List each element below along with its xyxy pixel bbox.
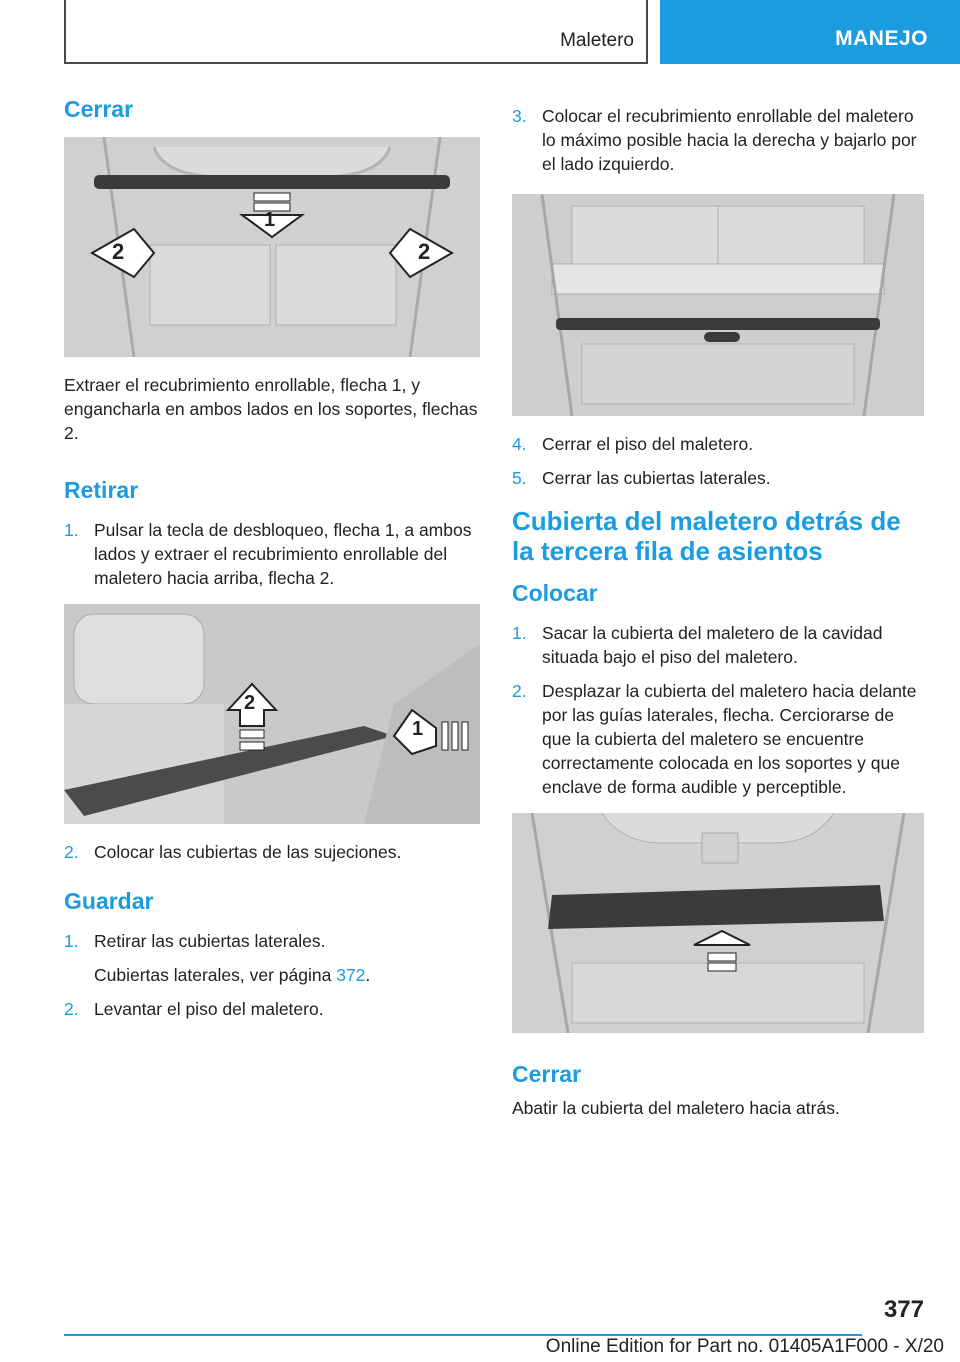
colocar-steps [512,621,924,799]
step-number: 3. [512,106,527,126]
step-text: Cerrar el piso del maletero. [542,434,754,454]
edition-text: Online Edition for Part no. 01405A1F000 - X/20 [545,1336,944,1357]
step-text: Colocar las cubiertas de las sujeciones. [94,842,402,862]
guardar-steps [64,929,480,1021]
page-link[interactable]: 372 [336,965,366,985]
arrow-label-1: 1 [412,718,424,740]
list-item [64,840,480,864]
list-item [512,104,924,176]
illustration-release-button [64,604,480,824]
step-number: 4. [512,434,527,454]
step-text: Colocar el recubrimiento enrollable del maletero lo máximo posible hacia la derecha y bajarlo por el lado izquierdo. [542,106,917,174]
step-text: Cerrar las cubiertas laterales. [542,468,771,488]
step-number: 1. [64,520,79,540]
header-box [64,0,648,64]
arrow-label-2-right: 2 [418,239,431,264]
step-text: Sacar la cubierta del maletero de la cavidad situada bajo el piso del maletero. [542,623,883,667]
step-note [94,963,480,987]
step-text: Retirar las cubiertas laterales. [94,931,326,951]
steps-mid [512,432,924,490]
note-end: . [365,965,371,985]
step-number: 2. [512,681,527,701]
heading-retirar: Retirar [64,477,139,503]
step-text: Desplazar la cubierta del maletero hacia delante por las guías laterales, flecha. Cerciorarse de que la cubierta del maletero se encuentre correctamente colocada en los soportes y que enclave de forma audible y perceptible. [542,681,917,797]
illustration-third-row-cover [512,813,924,1033]
chapter-tab: MANEJO [660,0,960,64]
heading-cerrar: Cerrar [64,96,134,122]
cerrar-instruction: Extraer el recubrimiento enrollable, flecha 1, y engancharla en ambos lados en los soportes, flechas 2. [64,375,478,443]
step-number: 2. [64,999,79,1019]
step-text: Pulsar la tecla de desbloqueo, flecha 1, a ambos lados y extraer el recubrimiento enrollable del maletero hacia arriba, flecha 2. [94,520,472,588]
right-column [512,104,924,1130]
illustration-rollo-cover-close [64,137,480,357]
step-number: 1. [64,931,79,951]
note-text: Cubiertas laterales, ver página [94,965,337,985]
list-item [512,621,924,669]
section-heading: Cubierta del maletero detrás de la tercera fila de asientos [512,506,901,566]
list-item [64,929,480,987]
steps-top [512,104,924,176]
arrow-label-2: 2 [244,692,256,714]
arrow-label-1: 1 [264,209,276,231]
arrow-label-2-left: 2 [112,239,125,264]
list-item [64,997,480,1021]
page-number: 377 [883,1296,924,1323]
cerrar-right-instruction: Abatir la cubierta del maletero hacia atrás. [512,1098,840,1118]
step-number: 2. [64,842,79,862]
heading-cerrar-right: Cerrar [512,1061,582,1087]
retirar-steps [64,518,480,590]
heading-guardar: Guardar [64,888,154,914]
heading-colocar: Colocar [512,580,598,606]
step-text: Levantar el piso del maletero. [94,999,324,1019]
illustration-cover-lowered [512,194,924,416]
step-number: 5. [512,468,527,488]
list-item [512,679,924,799]
left-column [64,96,480,1031]
list-item [64,518,480,590]
retirar-steps-continued [64,840,480,864]
section-title: Maletero [560,30,634,51]
list-item [512,466,924,490]
step-number: 1. [512,623,527,643]
list-item [512,432,924,456]
